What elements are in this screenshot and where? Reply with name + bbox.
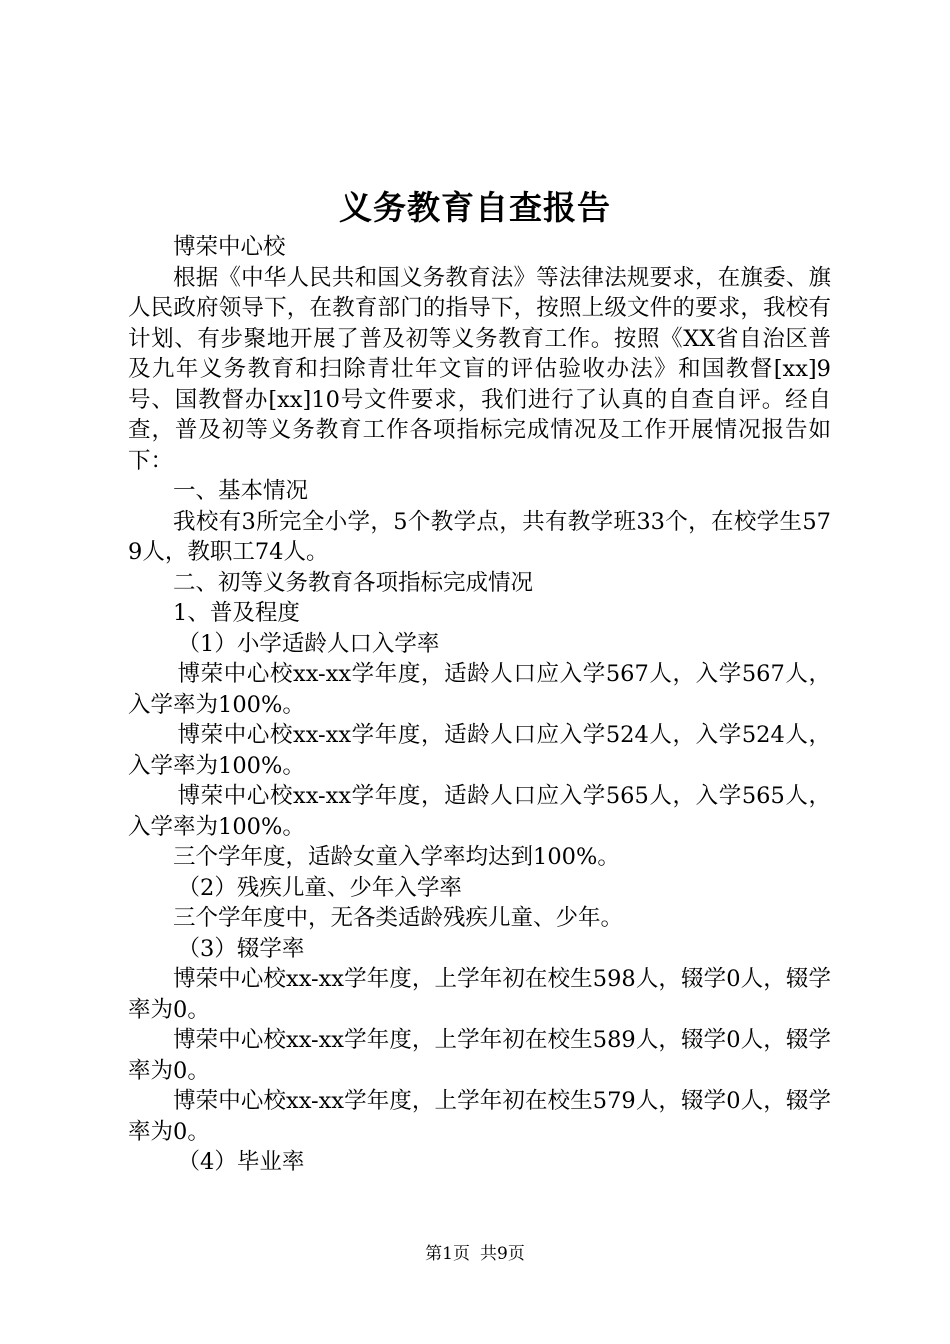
girls-enrollment-paragraph: 三个学年度，适龄女童入学率均达到100%。 [173,844,620,870]
dropout-paragraph-1: 博荣中心校xx-xx学年度，上学年初在校生598人，辍学0人，辍学率为0。 [128,966,831,1023]
page-footer [0,1243,950,1265]
intro-paragraph: 根据《中华人民共和国义务教育法》等法律法规要求，在旗委、旗人民政府领导下，在教育部门的指导下，按照上级文件的要求，我校有计划、有步聚地开展了普及初等义务教育工作。按照《XX省自治区普及九年义务教育和扫除青壮年文盲的评估验收办法》和国教督[xx]9号、国教督办[xx]10号文件要求，我们进行了认真的自查自评。经自查，普及初等义务教育工作各项指标完成情况及工作开展情况报告如下： [128,264,831,474]
subheading-coverage: 1、普及程度 [173,600,300,626]
enrollment-paragraph-1: 博荣中心校xx-xx学年度，适龄人口应入学567人，入学567人，入学率为100%。 [128,661,831,718]
school-name-line: 博荣中心校 [173,234,286,260]
section-heading-basic: 一、基本情况 [173,478,309,504]
disabled-paragraph: 三个学年度中，无各类适龄残疾儿童、少年。 [173,905,624,931]
enrollment-paragraph-3: 博荣中心校xx-xx学年度，适龄人口应入学565人，入学565人，入学率为100%。 [128,783,831,840]
item-heading-graduation: （4）毕业率 [177,1149,305,1175]
dropout-paragraph-3: 博荣中心校xx-xx学年度，上学年初在校生579人，辍学0人，辍学率为0。 [128,1088,831,1145]
enrollment-paragraph-2: 博荣中心校xx-xx学年度，适龄人口应入学524人，入学524人，入学率为100%。 [128,722,831,779]
section-heading-indicators: 二、初等义务教育各项指标完成情况 [173,569,534,596]
item-heading-enrollment: （1）小学适龄人口入学率 [177,630,440,657]
document-body [128,232,831,1178]
basic-info-paragraph: 我校有3所完全小学，5个教学点，共有教学班33个，在校学生579人，教职工74人。 [128,508,831,565]
dropout-paragraph-2: 博荣中心校xx-xx学年度，上学年初在校生589人，辍学0人，辍学率为0。 [128,1027,831,1084]
page-number: 第1页 [425,1244,470,1264]
item-heading-dropout: （3）辍学率 [177,935,305,962]
document-title: 义务教育自查报告 [339,188,611,227]
page-total: 共9页 [480,1244,525,1264]
item-heading-disabled: （2）残疾儿童、少年入学率 [177,874,462,901]
